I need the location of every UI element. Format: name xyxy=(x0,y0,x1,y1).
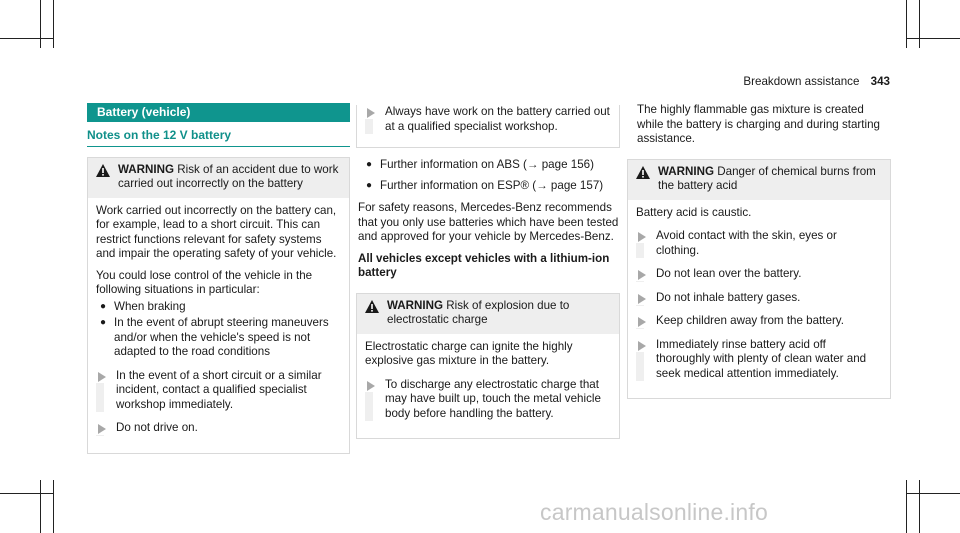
warning-paragraph: Battery acid is caustic. xyxy=(636,205,752,219)
instruction-step xyxy=(636,291,882,306)
warning-box-continued xyxy=(356,105,620,148)
warning-header xyxy=(357,294,619,334)
warning-paragraph: You could lose control of the vehicle in the following situations in particular: xyxy=(96,268,313,296)
crop-mark xyxy=(40,0,41,48)
warning-title-text: Risk of explosion due to electrostatic charge xyxy=(387,298,570,326)
warning-triangle-icon xyxy=(636,165,658,194)
step-arrow-icon xyxy=(636,291,656,306)
list-item xyxy=(96,300,341,315)
warning-triangle-icon xyxy=(365,299,387,328)
instruction-step xyxy=(636,229,882,258)
list-item xyxy=(362,179,620,194)
step-text: Do not drive on. xyxy=(116,421,198,434)
step-arrow-icon xyxy=(636,267,656,282)
instruction-step xyxy=(365,105,611,134)
warning-paragraph: Electrostatic charge can ignite the highly explosive gas mixture in the battery. xyxy=(365,339,573,367)
step-arrow-icon xyxy=(636,314,656,329)
step-text: In the event of a short circuit or a similar incident, contact a qualified specialist workshop immediately. xyxy=(116,368,322,411)
crop-mark xyxy=(919,480,920,533)
crop-mark xyxy=(906,38,960,39)
instruction-step xyxy=(365,378,611,422)
crop-mark xyxy=(53,0,54,48)
step-arrow-icon xyxy=(636,338,656,382)
crop-mark xyxy=(906,0,907,48)
body-paragraph: For safety reasons, Mercedes-Benz recommends that you only use batteries which have been tested and approved for your vehicle by Mercedes-Benz. xyxy=(358,201,619,243)
bullet-list xyxy=(96,300,341,360)
watermark-text: carmanualsonline.info xyxy=(540,499,768,525)
warning-header xyxy=(628,160,890,200)
step-text: Always have work on the battery carried out at a qualified specialist workshop. xyxy=(385,105,610,133)
step-text: Do not inhale battery gases. xyxy=(656,290,801,304)
warning-title-text: Risk of an accident due to work carried out incorrectly on the battery xyxy=(118,162,339,190)
bullet-dot-icon: ● xyxy=(366,159,373,170)
page-number: 343 xyxy=(870,75,890,88)
crop-mark xyxy=(906,480,907,533)
step-arrow-icon xyxy=(365,105,385,134)
step-arrow-icon xyxy=(96,369,116,413)
step-arrow-icon xyxy=(365,378,385,422)
warning-label: WARNING xyxy=(118,162,175,176)
list-item-text: Further information on ABS (→ page 156) xyxy=(380,158,594,171)
column-right xyxy=(627,103,891,399)
step-text: To discharge any electrostatic charge that may have built up, touch the metal vehicle body before handling the battery. xyxy=(385,377,601,420)
body-paragraph: The highly flammable gas mixture is created while the battery is charging and during starting assistance. xyxy=(637,103,880,145)
step-arrow-icon xyxy=(636,229,656,258)
warning-title xyxy=(658,165,882,194)
crop-mark xyxy=(919,0,920,48)
list-item-text: When braking xyxy=(114,299,186,313)
warning-box-explosion xyxy=(356,293,620,440)
warning-box-chemical xyxy=(627,159,891,400)
running-header xyxy=(720,75,890,90)
list-item-text: Further information on ESP® (→ page 157) xyxy=(380,178,604,192)
warning-paragraph: Work carried out incorrectly on the battery can, for example, lead to a short circuit. This can restrict functions relevant for safety systems and impair the operating safety of your vehicle. xyxy=(96,203,337,260)
column-left xyxy=(87,103,350,454)
crop-mark xyxy=(0,493,53,494)
bullet-dot-icon: ● xyxy=(366,179,373,191)
warning-body xyxy=(628,200,890,399)
instruction-step xyxy=(636,314,882,329)
warning-box-accident xyxy=(87,157,350,454)
step-text: Immediately rinse battery acid off thoroughly with plenty of clean water and seek medical attention immediately. xyxy=(656,337,867,380)
list-item xyxy=(362,158,620,173)
crop-mark xyxy=(906,493,960,494)
warning-body xyxy=(88,198,349,453)
bullet-list xyxy=(356,158,620,193)
step-text: Do not lean over the battery. xyxy=(656,267,802,280)
warning-title xyxy=(118,163,341,192)
instruction-step xyxy=(96,421,341,436)
warning-triangle-icon xyxy=(96,163,118,192)
crop-mark xyxy=(0,38,53,39)
bullet-dot-icon: ● xyxy=(100,317,107,328)
bullet-dot-icon: ● xyxy=(100,300,107,312)
list-item-text: In the event of abrupt steering maneuvers and/or when the vehicle's speed is not adapted to the road conditions xyxy=(114,316,329,358)
section-title: Battery (vehicle) xyxy=(87,103,350,122)
warning-header xyxy=(88,158,349,198)
bold-heading: All vehicles except vehicles with a lithium-ion battery xyxy=(358,251,610,279)
step-text: Avoid contact with the skin, eyes or clothing. xyxy=(656,229,837,257)
warning-title xyxy=(387,299,611,328)
warning-label: WARNING xyxy=(387,298,444,312)
list-item xyxy=(96,316,341,360)
crop-mark xyxy=(40,480,41,533)
step-text: Keep children away from the battery. xyxy=(656,314,844,327)
subsection-title: Notes on the 12 V battery xyxy=(87,128,350,147)
warning-title-text: Danger of chemical burns from the battery acid xyxy=(658,164,876,192)
instruction-step xyxy=(636,267,882,282)
warning-label: WARNING xyxy=(658,164,715,178)
header-section: Breakdown assistance xyxy=(743,75,860,88)
instruction-step xyxy=(636,338,882,382)
step-arrow-icon xyxy=(96,421,116,436)
column-middle xyxy=(356,103,620,439)
instruction-step xyxy=(96,369,341,413)
crop-mark xyxy=(53,480,54,533)
warning-body xyxy=(357,334,619,439)
